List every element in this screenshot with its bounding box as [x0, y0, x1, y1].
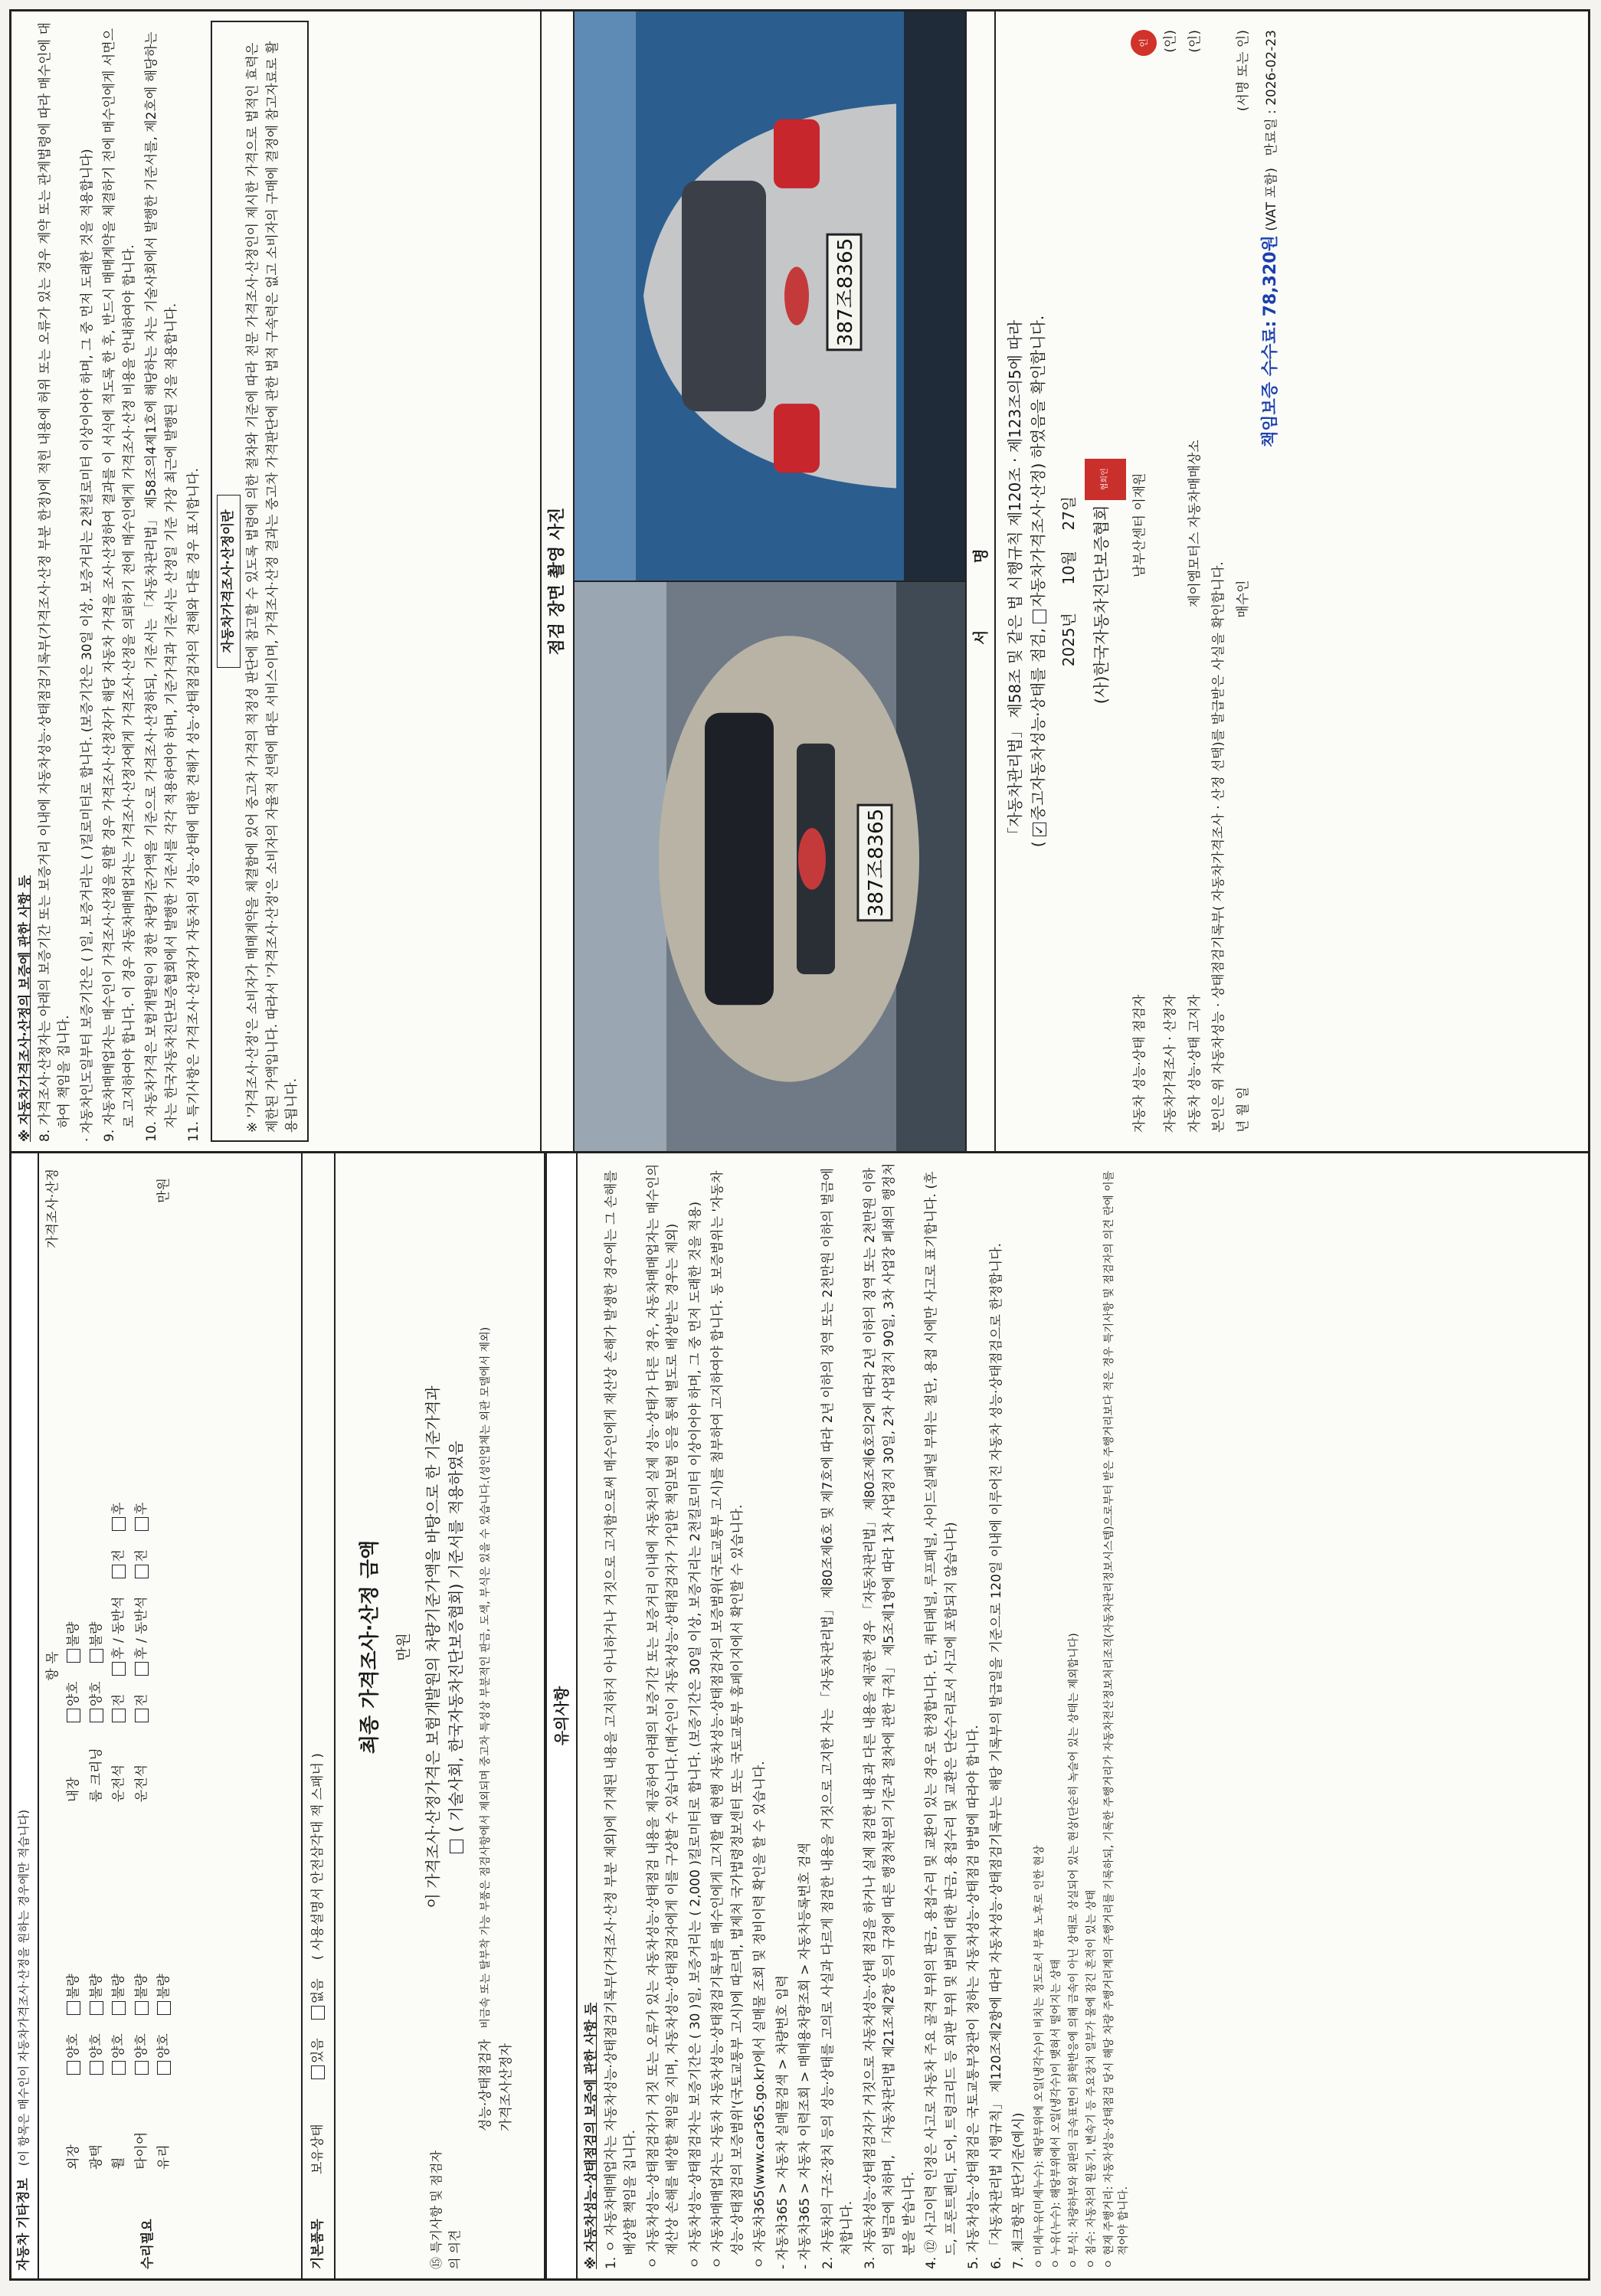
notice-item: 4. ⑫ 사고이력 인정은 사고로 자동차 주요 골격 부위의 판금, 용접수리 및 교환이 있는 경우로 한정합니다. 단, 쿼터패널, 루프패널, 사이드실패널 부위는 절단, 용접 시에만 사고로 표기합니다. (후드, 프론트펜더, 도어, 트렁크리드 등 외판 부위 및 범퍼에 대한 판금, 용접수리 및 교환은 단순수리로서 사고에 포함되지 않습니다) — [924, 1171, 959, 2269]
checkbox[interactable] — [67, 2001, 80, 2015]
notice-subheader: ※ 자동차성능·상태점검의 보증에 관한 사항 등 — [584, 2002, 599, 2269]
final-price-label: 최종 가격조사·산정 금액 — [359, 1539, 381, 1755]
repair-row-label: 광택 — [88, 2144, 104, 2170]
checkbox[interactable] — [450, 1840, 463, 1853]
checkbox[interactable] — [112, 2061, 126, 2075]
buyer-date: 년 월 일 — [1235, 1086, 1251, 1133]
opinion-footnote: 비금속 또는 탈부착 가능 부품은 점검사항에서 제외되며 중고차 특성상 부분적인 판금, 도색, 부식은 있을 수 있습니다.(성인업체는 외관 모델에서 제외) — [479, 1326, 492, 2029]
basic-items-section — [303, 1153, 336, 2278]
appraisal-definition-title: 자동차가격조사·산정이란 — [217, 495, 241, 667]
signer-name: 남부산센터 이재원 — [1132, 473, 1148, 578]
repair-row-label2: 운전석 — [133, 1765, 149, 1803]
signer-row — [1131, 30, 1157, 1133]
checkbox[interactable] — [311, 2006, 325, 2020]
checkbox[interactable] — [112, 1565, 126, 1578]
appraisal-definition-text: ※ '가격조사·산정'은 소비자가 매매계약을 체결함에 있어 중고차 가격의 적정성 판단에 참고할 수 있도록 법령에 의한 절차와 기준에 따라 전문 가격조사·산정인이 제시한 가격으로 법적인 효력은 제한된 가액입니다. 따라서 '가격조사·산정'은 소비자의 자율적 선택에 따른 서비스이며, 가격조사·산정 결과는 중고차 가격판단에 관한 법적 구속력은 없고 소비자의 구매에 결정에 참고자료로 활용됩니다. — [245, 41, 300, 1133]
date-month: 10월 — [1059, 550, 1078, 585]
basic-items-sub: 보유상태 — [309, 2124, 326, 2174]
option-label: 후 / 동반석 — [111, 1596, 126, 1660]
notice-item: ㅇ 침수: 자동차의 원동기, 변속기 등 주요장치 일부가 물에 잠긴 흔적이 있는 상태 — [1085, 1889, 1098, 2269]
option-label: 불량 — [133, 1974, 149, 2000]
signer-suffix: (인) — [1187, 30, 1203, 53]
option-label: 양호 — [66, 1681, 81, 1707]
repair-section — [39, 1153, 303, 2278]
option-label: 불량 — [66, 1974, 81, 2000]
repair-unit: 만원 — [156, 1178, 172, 1203]
fee-row — [1258, 30, 1283, 1133]
checkbox[interactable] — [90, 2001, 103, 2015]
basic-items-label: 기본품목 — [309, 2219, 326, 2269]
fee-label: 책임보증 수수료: — [1261, 320, 1280, 447]
checkbox[interactable] — [67, 2061, 80, 2075]
repair-row — [131, 1163, 154, 2170]
checkbox[interactable] — [112, 1709, 126, 1722]
opinion-label: ⑮ 특기사항 및 점검자의 의견 — [429, 2150, 462, 2269]
option-label: 없음 — [309, 1978, 326, 2004]
notice-title: 유의사항 — [545, 1153, 578, 2278]
option-label: 후 — [133, 1502, 149, 1516]
notice-item: - 자동차365 > 자동차 실매물검색 > 차량번호 입력 — [774, 1974, 791, 2269]
fee-value: 78,320원 — [1261, 235, 1280, 317]
option-label: 양호 — [111, 2033, 126, 2059]
other-info-header — [11, 1153, 39, 2278]
checkbox[interactable] — [1033, 610, 1046, 623]
checkbox[interactable] — [311, 2065, 325, 2079]
repair-row — [108, 1163, 131, 2170]
checkbox[interactable] — [67, 1649, 80, 1663]
checkbox-checked[interactable] — [1033, 823, 1046, 836]
signer-row — [1186, 30, 1206, 1133]
warranty-item: 11. 특기사항은 가격조사·산정자가 자동차의 성능·상태에 대한 견해가 성능·상태점검자의 견해와 다를 경우 표시합니다. — [186, 468, 201, 1142]
option-label: 양호 — [133, 2033, 149, 2059]
basic-items-list: ( 사용설명서 안전삼각대 잭 스패너 ) — [309, 1753, 326, 1961]
appraisal-warranty-header: ※ 자동차가격조사·산정의 보증에 관한 사항 등 — [18, 875, 33, 1142]
notice-item: ㅇ 부식: 차량하부와 외판의 금속표면이 화학반응에 의해 금속이 아닌 상태로 상실되어 있는 현상(단순히 녹슬어 있는 상태는 제외합니다) — [1068, 1633, 1081, 2269]
date-year: 2025년 — [1059, 613, 1078, 667]
option-label: 전 — [133, 1693, 149, 1707]
notice-item: ㅇ 자동차성능·상태점검자는 보증기간은 ( 30 )일, 보증거리는 ( 2,000 )킬로미터로 합니다. (보증기간은 30일 이상, 보증거리는 2천킬로미터 이상이어야 하며, 그 중 먼저 도래한 것을 적용) — [687, 1201, 703, 2269]
repair-row-label: 휠 — [111, 2157, 126, 2170]
front-car-photo — [575, 581, 965, 1151]
buyer-label: 매수인 — [1235, 580, 1251, 618]
notice-item: 6. 「자동차관리법 시행규칙」 제120조제2항에 따라 자동차성능·상태점검기록부는 해당 기록부의 발급일을 기준으로 120일 이내에 이루어진 자동차 성능·상태점검으로 한정합니다. — [988, 1243, 1004, 2269]
rotated-document — [9, 9, 1590, 2281]
option-label: 양호 — [88, 1681, 104, 1707]
repair-row — [63, 1163, 86, 2170]
notice-item: ㅇ 현재 주행거리: 자동차성능·상태점검 당시 해당 차량 주행거리계의 주행거리를 기록하되, 기록한 주행거리가 자동차전산정보처리조직(자동차관리정보시스템)으로부터 받은 주행거리보다 적은 경우 특기사항 및 점검자의 의견 란에 이를 적어야 합니다. — [1103, 1170, 1130, 2269]
checkbox[interactable] — [90, 1709, 103, 1722]
repair-items-header: 항 목 — [44, 1651, 61, 1681]
final-price-sentence2: ( 기술사회, 한국자동차진단보증협회) 기준서를 적용하였음 — [446, 1441, 465, 1833]
expiry-label: 만료일 : — [1264, 110, 1279, 156]
signer-name: 제이엠모터스 자동차매매상소 — [1187, 440, 1203, 608]
checkbox[interactable] — [135, 2061, 149, 2075]
checkbox[interactable] — [67, 1709, 80, 1722]
red-seal-icon: 인 — [1131, 30, 1157, 56]
repair-label: 수리필요 — [139, 2219, 156, 2269]
checkbox[interactable] — [90, 1649, 103, 1663]
checkbox[interactable] — [157, 2001, 171, 2015]
repair-row-label: 타이어 — [133, 2131, 149, 2170]
repair-row-label2: 운전석 — [111, 1765, 126, 1803]
notice-item: ㅇ 자동차성능·상태점검자가 거짓 또는 오류가 있는 자동차성능·상태점검 내용을 제공하여 아래의 보증기간 또는 보증거리 이내에 자동차의 실제 성능·상태가 다른 경우, 자동차매매업자는 매수인의 재산상 손해를 배상할 책임을 지며, 자동차성능·상태점검자에게 이를 구상할 수 있습니다.(매수인이 자동차성능·상태점검자가 가입한 책임보험 등을 통해 별도로 배상받는 경우는 제외) — [645, 1163, 680, 2269]
signer-row — [1161, 30, 1181, 1133]
notice-item: ㅇ 자동차매매업자는 자동차 자동차성능·상태점검기록부를 매수인에게 고지할 때 현행 자동차성능·상태점검자의 보증범위(국토교통부 고시)를 첨부하여 고지하여야 합니다. 동 보증범위는 '자동차성능·상태점검의 보증범위'(국토교통부 고시)에 따르며, 법제처 국가법령정보센터 또는 국토교통부 홈페이지에서 확인할 수 있습니다. — [710, 1170, 745, 2269]
checkbox[interactable] — [157, 2061, 171, 2075]
expiry-date: 2026-02-23 — [1264, 30, 1279, 106]
notice-item: 1. ㅇ 자동차매매업자는 자동차성능·상태점검기록부(가격조사·산정 부분 제외)에 기재된 내용을 고지하지 아니하거나 거짓으로 고지함으로써 매수인에게 재산상 손해가 발생한 경우에는 그 손해를 배상할 책임을 집니다. — [603, 1170, 638, 2269]
opinion-appraiser: 가격조사산정자 — [499, 2043, 514, 2131]
option-label: 불량 — [88, 1974, 104, 2000]
option-label: 양호 — [156, 2033, 172, 2059]
appraisal-warranty-section — [11, 11, 540, 1151]
signer-suffix: (인) — [1163, 30, 1178, 53]
checkbox[interactable] — [112, 2001, 126, 2015]
law-text: 「자동차관리법」 제58조 및 같은 법 시행규칙 제120조 · 제123조의5에 따라 — [1006, 320, 1024, 842]
warranty-item: 8. 가격조사·산정자는 아래의 보증기간 또는 보증거리 이내에 자동차성능·상태점검기록부(가격조사·산정 부분 한정)에 적힌 내용에 허위 또는 오류가 있는 경우 계약 또는 관계법령에 따라 매수인에 대하여 책임을 집니다. — [37, 22, 72, 1142]
association-stamp: 협회인 — [1085, 459, 1126, 500]
front-plate: 387조8365 — [865, 808, 888, 917]
signature-section: 「자동차관리법」 제58조 및 같은 법 시행규칙 제120조 · 제123조의5에 따라 ( ✓중고자동차성능·상태를 점검, 자동차가격조사·산정) 하였음을 확인합니다. 2025년 10월 27일 (사)한국자동차진단보증협회 협회인 자동차 성능·상태 점검자 남부산센터 이재원 인 자동차가격조사 · 산정자 (인) 자동차 성능·상태 고지자 제이엠모터스 자동차매매상소 (인) 본인은 위 자동차성능 · 상태점검기록부( 자동차가격조사 · 산정 선택)를 발급받은 사실을 확인합니다. 년 월 일 매수인 (서명 또는 인) 책임보증 수수료: 78,320원 (VAT 포함) 만료일 : 2026-02-23 — [996, 11, 1291, 1151]
opinion-section — [336, 1153, 545, 2278]
notice-item: - 자동차365 > 자동차 이력조회 > 매매용차량조회 > 자동차등록번호 검색 — [797, 1843, 813, 2269]
other-info-title: 자동차 기타정보 — [16, 2178, 31, 2271]
option-label: 있음 — [309, 2038, 326, 2063]
rear-plate: 387조8365 — [834, 237, 857, 347]
checkbox[interactable] — [135, 1709, 149, 1722]
organization-name: (사)한국자동차진단보증협회 — [1092, 505, 1111, 705]
buyer-row — [1234, 30, 1254, 1133]
checkbox[interactable] — [112, 1662, 126, 1676]
repair-row-label: 유리 — [156, 2144, 172, 2170]
signer-role: 자동차가격조사 · 산정자 — [1163, 994, 1178, 1133]
final-price-unit: 만원 — [395, 1633, 412, 1661]
checkbox[interactable] — [135, 1517, 149, 1531]
warranty-item: · 자동차인도일부터 보증기간은 ( )일, 보증거리는 ( )킬로미터로 합니다. (보증기간은 30일 이상, 보증거리는 2천킬로미터 이상이어야 하며, 그 중 먼저 도래한 것을 적용합니다) — [79, 149, 95, 1142]
checkbox[interactable] — [112, 1517, 126, 1531]
checkbox[interactable] — [135, 1565, 149, 1578]
repair-row-label2: 룸 크리닝 — [88, 1748, 104, 1803]
option-label: 양호 — [88, 2033, 104, 2059]
photo-section-title: 점검 장면 촬영 사진 — [540, 11, 575, 1151]
notice-item: ㅇ 미세누유(미세누수): 해당부위에 오일(냉각수)이 비치는 정도로서 부품 노후로 인한 현상 — [1033, 1845, 1046, 2269]
right-panel — [9, 9, 1590, 1151]
notice-item: 2. 자동차의 구조·장치 등의 성능·상태를 고의로 사실과 다르게 점검한 내용을 거짓으로 고지한 자는 「자동차관리법」 제80조제6호 및 제7호에 따라 2년 이하의 징역 또는 2천만원 이하의 벌금에 처합니다. — [820, 1168, 855, 2269]
notice-item: ㅇ 자동차365(www.car365.go.kr)에서 실매물 조회 및 정비이력 확인을 할 수 있습니다. — [752, 1761, 768, 2269]
inspection-photos — [575, 11, 967, 1151]
signature-title: 서 명 — [967, 11, 996, 1151]
appraisal-definition-box — [211, 21, 309, 1142]
repair-row — [153, 1163, 176, 2170]
checkbox[interactable] — [135, 1662, 149, 1676]
date-day: 27일 — [1059, 496, 1078, 531]
repair-row-label2: 내장 — [66, 1777, 81, 1803]
option-label: 불량 — [88, 1621, 104, 1647]
option-label: 불량 — [111, 1974, 126, 2000]
fee-note: (VAT 포함) — [1264, 168, 1279, 231]
check-text1: 중고자동차성능·상태를 점검, — [1029, 628, 1047, 821]
notice-item: 7. 체크항목 판단기준(예시) — [1011, 2112, 1026, 2269]
option-label: 불량 — [156, 1974, 172, 2000]
notice-item: 5. 자동차성능·상태점검은 국토교통부장관이 정하는 자동차성능·상태점검 방법에 따라야 합니다. — [966, 1725, 981, 2269]
rear-car-photo — [575, 11, 965, 581]
opinion-inspector: 성능·상태점검자 — [477, 2039, 493, 2131]
warranty-item: 9. 자동차매매업자는 매수인이 가격조사·산정을 원할 경우 가격조사·산정자가 해당 자동차 가격을 조사·산정하여 결과를 이 서식에 적도록 한 후, 반드시 매매계약을 체결하기 전에 매수인에게 서면으로 고지하여야 합니다. 이 경우 자동차매매업자는 가격조사·산정자에게 가격조사·산정을 의뢰하기 전에 매수인에게 가격조사·산정 비용을 안내하여야 합니다. — [102, 28, 137, 1142]
final-price-sentence: 이 가격조사·산정가격은 보험개발원의 차량기준가액을 바탕으로 한 기준가격과 — [423, 1385, 442, 1908]
buyer-sign: (서명 또는 인) — [1235, 30, 1251, 112]
left-panel — [9, 1151, 1590, 2281]
repair-row — [86, 1163, 109, 2170]
notice-item: 3. 자동차성능·상태점검자가 거짓으로 자동차성능·상태 점검을 하거나 실제 점검한 내용과 다른 내용을 제공한 경우 「자동차관리법」 제80조제6호의2에 따라 2년 이하의 징역 또는 2천만원 이하의 벌금에 처하며, 「자동차관리법 제21조제2항 등의 규정에 따른 행정처분의 기준과 절차에 관한 규칙」 제5조제1항에 따라 1차 사업정지 30일, 2차 사업정지 90일, 3차 사업장 폐쇄의 행정처분을 받습니다. — [862, 1163, 917, 2269]
confirm-text: 본인은 위 자동차성능 · 상태점검기록부( 자동차가격조사 · 산정 선택)를 발급받은 사실을 확인합니다. — [1211, 561, 1226, 1133]
signer-role: 자동차 성능·상태 고지자 — [1187, 994, 1203, 1133]
option-label: 양호 — [66, 2033, 81, 2059]
option-label: 불량 — [66, 1621, 81, 1647]
checkbox[interactable] — [135, 2001, 149, 2015]
warranty-item: 10. 자동차가격은 보험개발원이 정한 차량기준가액을 기준으로 가격조사·산정하되, 기준서는 「자동차관리법」 제58조의4제1호에 해당하는 자는 기술사회에서 발행한 기준서를, 제2호에 해당하는 자는 한국자동차진단보증협회에서 발행한 기준서를 각각 적용하여야 하며, 기준가격과 기준서는 산정일 기준 가장 최근에 발행된 것을 적용합니다. — [144, 31, 179, 1142]
option-label: 후 / 동반석 — [133, 1596, 149, 1660]
option-label: 전 — [111, 1549, 126, 1562]
check-text2: 자동차가격조사·산정) 하였음을 확인합니다. — [1029, 315, 1047, 607]
option-label: 전 — [111, 1693, 126, 1707]
checkbox[interactable] — [90, 2061, 103, 2075]
other-info-note: (이 항목은 매수인이 자동차가격조사·산정을 원하는 경우에만 적습니다) — [17, 1809, 31, 2167]
signer-role: 자동차 성능·상태 점검자 — [1132, 994, 1148, 1133]
repair-row-label: 외장 — [66, 2144, 81, 2170]
option-label: 전 — [133, 1549, 149, 1562]
notice-item: ㅇ 누유(누수): 해당부위에서 오일(냉각수)이 맺혀서 떨어지는 상태 — [1050, 1959, 1063, 2269]
option-label: 후 — [111, 1502, 126, 1516]
notice-list — [578, 1153, 1139, 2278]
repair-price-header: 가격조사·산정 — [44, 1169, 61, 1248]
